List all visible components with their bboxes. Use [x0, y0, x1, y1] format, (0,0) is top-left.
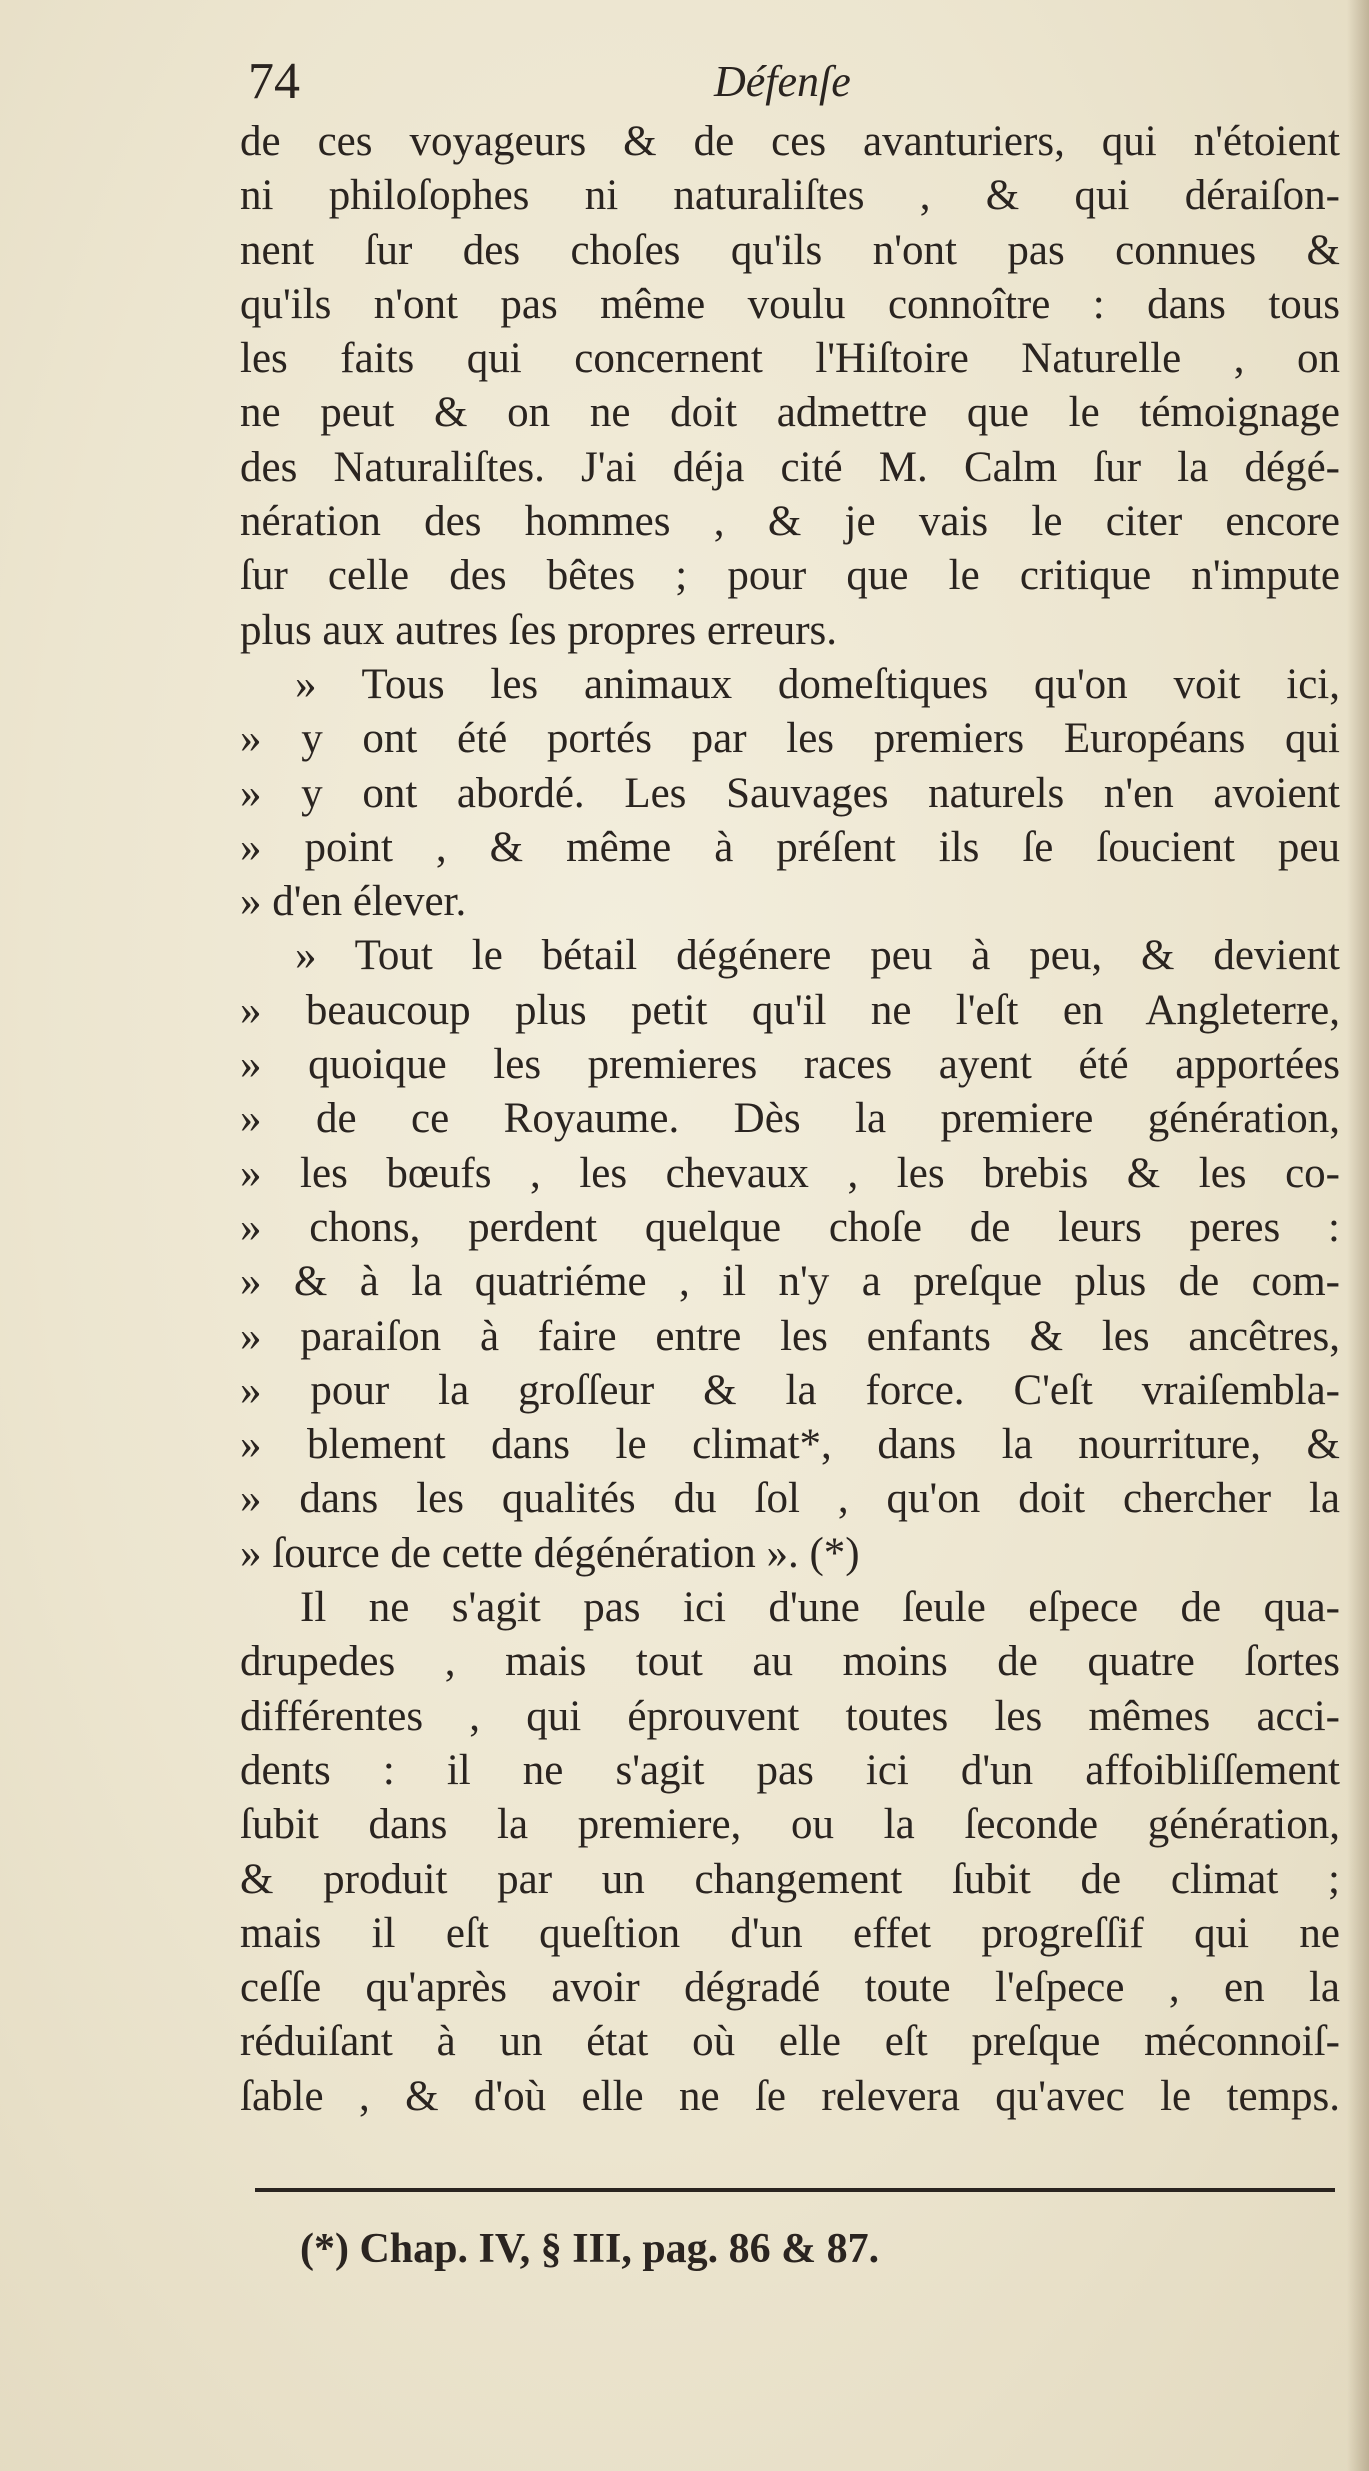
- quote-line: » ſource de cette dégénération ». (*): [240, 1529, 860, 1577]
- text-line: drupedes , mais tout au moins de quatre ſortes: [240, 1638, 1340, 1686]
- quote-line: » quoique les premieres races ayent été apportées: [240, 1041, 1340, 1089]
- quote-line: » y ont abordé. Les Sauvages naturels n'en avoient: [240, 769, 1340, 817]
- page-number: 74: [248, 53, 300, 110]
- quote-line: » & à la quatriéme , il n'y a preſque plus de com-: [240, 1258, 1340, 1306]
- text-line: ſable , & d'où elle ne ſe relevera qu'avec le temps.: [240, 2072, 1340, 2120]
- text-line: différentes , qui éprouvent toutes les mêmes acci-: [240, 1692, 1340, 1740]
- running-title: Défenſe: [714, 57, 851, 106]
- footnote-rule: [255, 2188, 1335, 2192]
- text-line: mais il eſt queſtion d'un effet progreſſif qui ne: [240, 1909, 1340, 1957]
- text-line: & produit par un changement ſubit de climat ;: [240, 1855, 1340, 1903]
- body-text: [240, 115, 1340, 2124]
- text-line: ſubit dans la premiere, ou la ſeconde génération,: [240, 1801, 1340, 1849]
- text-line: ſur celle des bêtes ; pour que le critique n'impute: [240, 552, 1340, 600]
- quote-line: » d'en élever.: [240, 878, 467, 926]
- text-line: ceſſe qu'après avoir dégradé toute l'eſpece , en la: [240, 1964, 1340, 2012]
- quote-line: » paraiſon à faire entre les enfants & les ancêtres,: [240, 1312, 1340, 1360]
- text-line: nération des hommes , & je vais le citer encore: [240, 498, 1340, 546]
- quote-line: » dans les qualités du ſol , qu'on doit chercher la: [240, 1475, 1340, 1523]
- quote-line: » les bœufs , les chevaux , les brebis & les co-: [240, 1149, 1340, 1197]
- quote-line: » de ce Royaume. Dès la premiere génération,: [240, 1095, 1340, 1143]
- quote-line: » blement dans le climat*, dans la nourriture, &: [240, 1421, 1340, 1469]
- text-line: de ces voyageurs & de ces avanturiers, qui n'étoient: [240, 118, 1340, 165]
- quote-line: » point , & même à préſent ils ſe ſoucient peu: [240, 823, 1340, 871]
- text-line: des Naturaliſtes. J'ai déja cité M. Calm ſur la dégé-: [240, 443, 1340, 491]
- footnote: (*) Chap. IV, § III, pag. 86 & 87.: [300, 2226, 880, 2272]
- text-line: ni philoſophes ni naturaliſtes , & qui déraiſon-: [240, 172, 1340, 220]
- text-line: nent ſur des choſes qu'ils n'ont pas connues &: [240, 226, 1340, 274]
- text-line: plus aux autres ſes propres erreurs.: [240, 606, 838, 654]
- text-line: ne peut & on ne doit admettre que le témoignage: [240, 389, 1340, 437]
- text-line: Il ne s'agit pas ici d'une ſeule eſpece de qua-: [300, 1584, 1340, 1632]
- quote-line: » Tous les animaux domeſtiques qu'on voit ici,: [295, 660, 1340, 708]
- quote-line: » y ont été portés par les premiers Européans qui: [240, 715, 1340, 763]
- text-line: réduiſant à un état où elle eſt preſque méconnoiſ-: [240, 2018, 1340, 2066]
- page-gutter-shadow: [1347, 0, 1369, 2471]
- text-line: les faits qui concernent l'Hiſtoire Naturelle , on: [240, 335, 1340, 383]
- quote-line: » pour la groſſeur & la force. C'eſt vraiſembla-: [240, 1366, 1340, 1414]
- text-line: dents : il ne s'agit pas ici d'un affoibliſſement: [240, 1746, 1340, 1794]
- quote-line: » Tout le bétail dégénere peu à peu, & devient: [295, 932, 1340, 980]
- quote-line: » beaucoup plus petit qu'il ne l'eſt en Angleterre,: [240, 986, 1340, 1034]
- quote-line: » chons, perdent quelque choſe de leurs peres :: [240, 1203, 1340, 1251]
- text-line: qu'ils n'ont pas même voulu connoître : dans tous: [240, 280, 1340, 328]
